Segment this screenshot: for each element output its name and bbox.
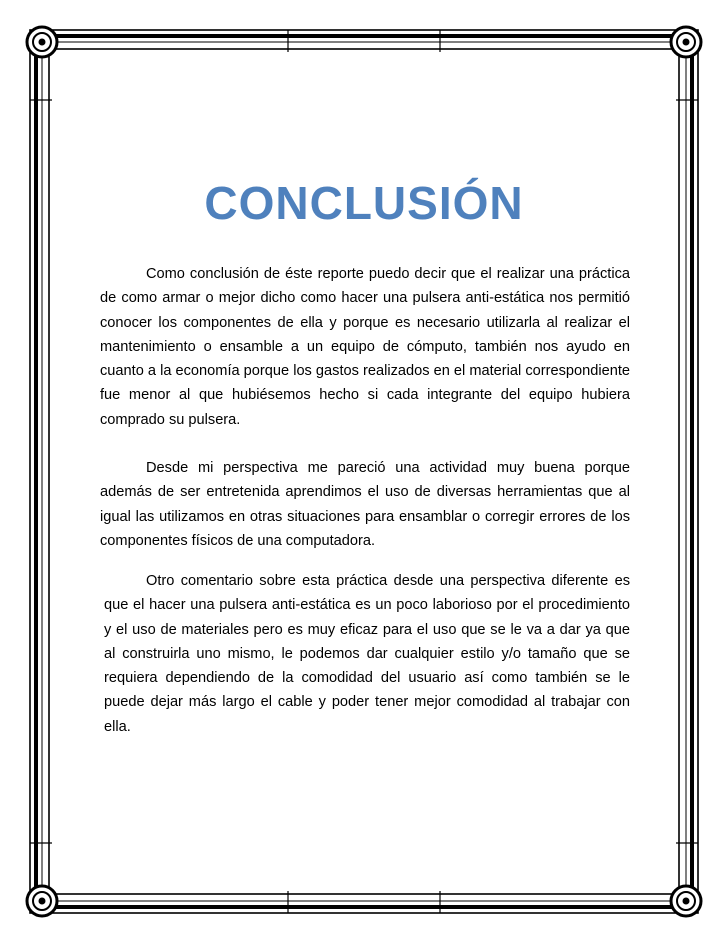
corner-ornament-bottom-left xyxy=(27,886,57,916)
page-title: CONCLUSIÓN xyxy=(204,177,524,229)
paragraph-2-text: Desde mi perspectiva me pareció una actividad muy buena porque además de ser entretenida aprendimos el uso de diversas herramientas que al igual las utilizamos en otras situaciones para ensamblar o corregir errores de los componentes físicos de una computadora. xyxy=(100,460,630,549)
paragraph-2 xyxy=(100,456,630,553)
paragraph-1 xyxy=(100,262,630,432)
corner-ornament-top-right xyxy=(671,27,701,57)
corner-ornament-top-left xyxy=(27,27,57,57)
paragraph-3 xyxy=(104,569,630,739)
corner-ornament-bottom-right xyxy=(671,886,701,916)
paragraph-1-text: Como conclusión de éste reporte puedo decir que el realizar una práctica de como armar o mejor dicho como hacer una pulsera anti-estática nos permitió conocer los componentes de ella y porque es necesario utilizarla al realizar el mantenimiento o ensamble a un equipo de cómputo, también nos ayudo en cuanto a la economía porque los gastos realizados en el material correspondiente fue menor al que hubiésemos hecho si cada integrante del equipo hubiera comprado su pulsera. xyxy=(100,266,630,428)
paragraph-3-text: Otro comentario sobre esta práctica desde una perspectiva diferente es que el hacer una pulsera anti-estática es un poco laborioso por el procedimiento y el uso de materiales pero es muy eficaz para el uso que se le va a dar ya que al construirla uno mismo, le podemos dar cualquier estilo y/o tamaño que se requiera dependiendo de la comodidad del usuario así como también se le puede dejar más largo el cable y poder tener mejor comodidad al trabajar con ella. xyxy=(104,573,630,735)
